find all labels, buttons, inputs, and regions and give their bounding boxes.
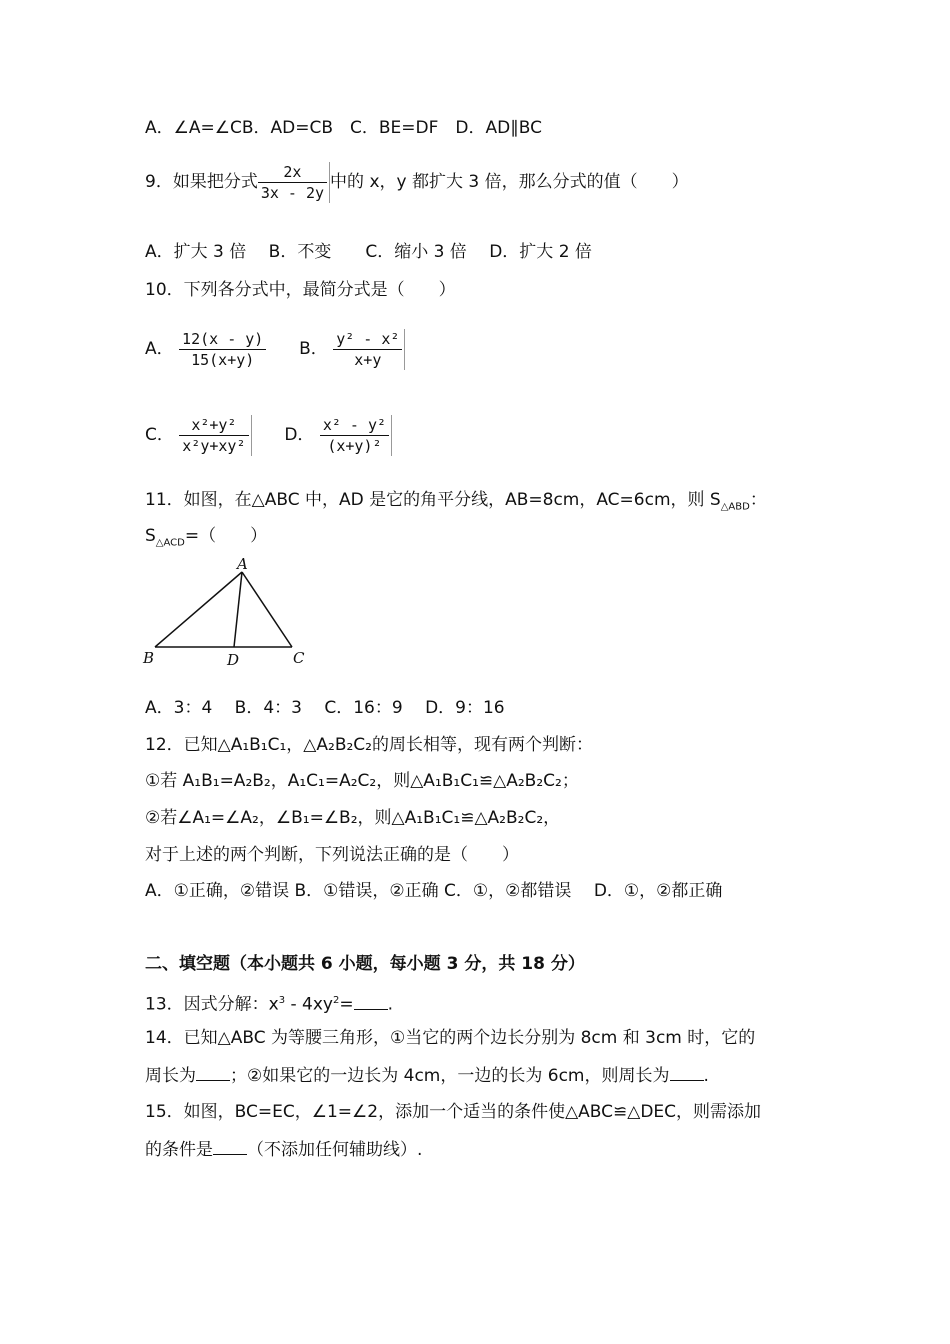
q11-options: A．3：4 B．4：3 C．16：9 D．9：16 (145, 698, 505, 718)
q10-stem: 10．下列各分式中，最简分式是（ ） (145, 280, 456, 300)
bisector-ad (234, 572, 242, 647)
q12-judgment-2: ②若∠A₁=∠A₂，∠B₁=∠B₂，则△A₁B₁C₁≌△A₂B₂C₂， (145, 808, 561, 828)
q11-text: 11．如图，在△ABC 中，AD 是它的角平分线，AB=8cm，AC=6cm，则 S (145, 490, 721, 510)
q9-options: A．扩大 3 倍 B．不变 C．缩小 3 倍 D．扩大 2 倍 (145, 242, 592, 262)
q13-period: . (387, 994, 393, 1015)
vertex-b-label: B (143, 649, 155, 667)
q10-option-a-label: A． (145, 339, 174, 359)
q10-c-numerator: x²+y² (191, 415, 237, 434)
q10-option-b-fraction (333, 329, 405, 370)
q13-answer-blank[interactable] (354, 993, 388, 1010)
q12-stem: 12．已知△A₁B₁C₁，△A₂B₂C₂的周长相等，现有两个判断： (145, 735, 593, 755)
q13-equals: = (339, 994, 354, 1015)
q10-a-denominator: 15(x+y) (179, 349, 266, 370)
q11-subscript-acd: △ACD (155, 537, 185, 549)
q14-second-case-text: ；②如果它的一边长为 4cm，一边的长为 6cm，则周长为 (230, 1066, 670, 1086)
q11-paren: =（ ） (184, 526, 268, 546)
q10-option-b-label: B． (299, 339, 328, 359)
q10-d-numerator: x² - y² (322, 415, 387, 434)
q12-judgment-1: ①若 A₁B₁=A₂B₂，A₁C₁=A₂C₂，则△A₁B₁C₁≌△A₂B₂C₂； (145, 771, 579, 791)
q15-condition-text: 的条件是 (145, 1140, 213, 1160)
q9-fraction-denominator: 3x - 2y (258, 182, 327, 203)
q9-stem (145, 160, 689, 204)
vertex-c-label: C (293, 649, 305, 667)
side-ab (155, 572, 242, 647)
q10-b-numerator: y² - x² (336, 329, 400, 348)
q11-subscript-abd: △ABD (720, 501, 750, 513)
q9-fraction-numerator: 2x (283, 162, 302, 181)
q15-line1: 15．如图，BC=EC，∠1=∠2，添加一个适当的条件使△ABC≌△DEC，则需添加 (145, 1102, 762, 1122)
q11-line1 (145, 489, 767, 518)
q10-option-a-fraction (179, 329, 266, 370)
q11-colon: ： (749, 490, 767, 510)
q9-prefix: 9．如果把分式 (145, 172, 258, 192)
q10-c-denominator: x²y+xy² (179, 435, 248, 456)
q14-line1: 14．已知△ABC 为等腰三角形，①当它的两个边长分别为 8cm 和 3cm 时，它的 (145, 1028, 756, 1048)
point-d-label: D (227, 651, 240, 669)
q12-options: A．①正确，②错误 B．①错误，②正确 C．①，②都错误 D．①，②都正确 (145, 881, 723, 901)
q15-answer-blank[interactable] (213, 1138, 247, 1155)
q10-option-d-fraction (320, 415, 392, 456)
q15-note: （不添加任何辅助线）. (247, 1140, 423, 1160)
q10-a-numerator: 12(x - y) (182, 329, 264, 348)
section-2-heading: 二、填空题（本小题共 6 小题，每小题 3 分，共 18 分） (145, 954, 585, 974)
q8-options: A．∠A=∠CB．AD=CB C．BE=DF D．AD∥BC (145, 118, 542, 138)
q9-fraction (258, 162, 330, 203)
q11-triangle-figure (140, 555, 310, 670)
q15-line2 (145, 1138, 422, 1161)
q14-period: . (703, 1066, 709, 1086)
q12-question: 对于上述的两个判断，下列说法正确的是（ ） (145, 845, 519, 865)
q10-option-c-label: C． (145, 425, 174, 445)
q14-line2 (145, 1064, 709, 1087)
side-ac (242, 572, 292, 647)
q10-row-cd (145, 410, 392, 460)
q10-option-d-label: D． (284, 425, 315, 445)
q13 (145, 990, 393, 1016)
q10-row-ab (145, 324, 405, 374)
q13-exponent-2: 2 (332, 995, 340, 1006)
q11-line2 (145, 525, 267, 554)
q11-s: S (145, 526, 156, 546)
q14-answer-blank-2[interactable] (670, 1064, 704, 1081)
vertex-a-label: A (237, 555, 248, 573)
q10-b-denominator: x+y (333, 349, 402, 370)
q14-perimeter-text: 周长为 (145, 1066, 196, 1086)
q13-exponent-1: 3 (278, 995, 286, 1006)
q14-answer-blank-1[interactable] (196, 1064, 230, 1081)
q10-option-c-fraction (179, 415, 251, 456)
q13-middle: - 4xy (285, 994, 333, 1015)
q9-suffix: 中的 x，y 都扩大 3 倍，那么分式的值（ ） (330, 172, 689, 192)
q10-d-denominator: (x+y)² (320, 435, 389, 456)
q13-prefix: 13．因式分解：x (145, 994, 279, 1015)
